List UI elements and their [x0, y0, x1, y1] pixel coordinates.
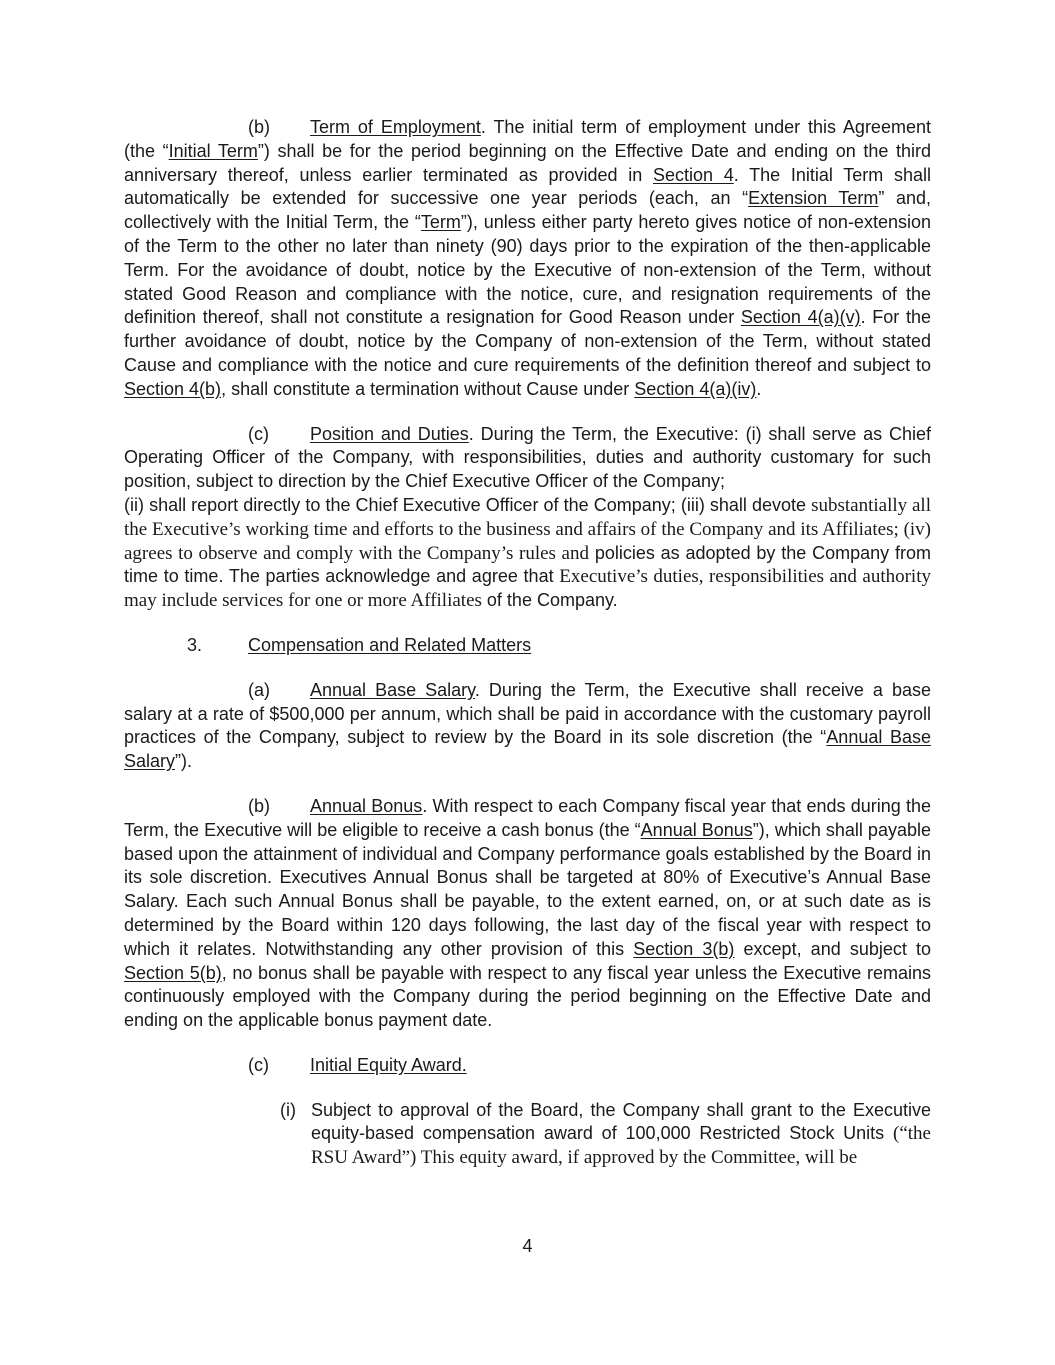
section-2b-label: (b): [248, 117, 270, 137]
section-3c-heading: Initial Equity Award.: [310, 1054, 467, 1075]
section-2c-paragraph: (c) Position and Duties. During the Term, the Executive: (i) shall serve as Chief Operating Officer of the Company, with responsibilities, duties and authority customary for such position, subject to direction by the Chief Executive Officer of the Company;: [124, 423, 932, 492]
cross-reference-section-4av: Section 4(a)(v): [740, 307, 861, 328]
cross-reference-section-3b: Section 3(b): [633, 938, 735, 959]
section-3a-label: (a): [248, 679, 270, 700]
cross-reference-section-4: Section 4: [652, 164, 734, 185]
section-2c-heading: Position and Duties: [310, 423, 469, 444]
document-page: [124, 116, 931, 1170]
section-3-number: 3.: [187, 634, 203, 655]
defined-term-initial-term: Initial Term: [168, 140, 258, 161]
defined-term-annual-bonus: Annual Bonus: [640, 819, 753, 840]
cross-reference-section-5b: Section 5(b): [124, 962, 222, 983]
section-3b-paragraph: (b) Annual Bonus. With respect to each Company fiscal year that ends during the Term, the Executive will be eligible to receive a cash bonus (the “Annual Bonus”), which shall payable based upon the attainment of individual and Company performance goals established by the Board in its sole discretion. Executives Annual Bonus shall be targeted at 80% of Executive’s Annual Base Salary. Each such Annual Bonus shall be payable, to the extent earned, on, or at such date as is determined by the Board within 120 days following, the last day of the fiscal year with respect to which it relates. Notwithstanding any other provision of this Section 3(b) except, and subject to Section 5(b), no bonus shall be payable with respect to any fiscal year unless the Executive remains continuously employed with the Company during the period beginning on the Effective Date and ending on the applicable bonus payment date.: [124, 795, 931, 1031]
section-2c-continuation: (ii) shall report directly to the Chief Executive Officer of the Company; (iii) shall devote substantially all the Executive’s working time and efforts to the business and affairs of the Company and its Affiliates; (iv) agrees to observe and comply with the Company’s rules and policies as adopted by the Company from time to time. The parties acknowledge and agree that Executive’s duties, responsibilities and authority may include services for one or more Affiliates of the Company.: [124, 494, 931, 612]
cross-reference-section-4aiv: Section 4(a)(iv): [634, 378, 757, 399]
section-3a-heading: Annual Base Salary: [310, 679, 475, 700]
section-2c-label: (c): [248, 423, 269, 444]
section-3c-item-label: (i): [280, 1099, 296, 1120]
section-3c-item-i: [280, 1099, 931, 1170]
section-3-heading-row: [124, 634, 931, 658]
section-3-heading: Compensation and Related Matters: [248, 634, 532, 655]
page-number: 4: [522, 1236, 533, 1256]
section-3b-heading: Annual Bonus: [310, 795, 423, 816]
section-2b-heading: Term of Employment: [310, 117, 481, 137]
section-3c-heading-row: [124, 1054, 931, 1078]
defined-term-extension-term: Extension Term: [748, 188, 879, 209]
section-3c-label: (c): [248, 1054, 269, 1075]
defined-term-annual-base-salary: Annual Base Salary: [124, 727, 931, 772]
section-3a-paragraph: (a) Annual Base Salary. During the Term, the Executive shall receive a base salary at a rate of $500,000 per annum, which shall be paid in accordance with the customary payroll practices of the Company, subject to review by the Board in its sole discretion (the “Annual Base Salary”).: [124, 679, 931, 772]
section-2b-paragraph: (b) Term of Employment. The initial term of employment under this Agreement (the “Initial Term”) shall be for the period beginning on the Effective Date and ending on the third anniversary thereof, unless earlier terminated as provided in Section 4. The Initial Term shall automatically be extended for successive one year periods (each, an “Extension Term” and, collectively with the Initial Term, the “Term”), unless either party hereto gives notice of non-extension of the Term to the other no later than ninety (90) days prior to the expiration of the then-applicable Term. For the avoidance of doubt, notice by the Executive of non-extension of the Term, without stated Good Reason and compliance with the notice, cure, and resignation requirements of the definition thereof, shall not constitute a resignation for Good Reason under Section 4(a)(v). For the further avoidance of doubt, notice by the Company of non-extension of the Term, without stated Cause and compliance with the notice and cure requirements of the definition thereof and subject to Section 4(b), shall constitute a termination without Cause under Section 4(a)(iv).: [124, 117, 931, 399]
section-3b-label: (b): [248, 795, 270, 816]
cross-reference-section-4b: Section 4(b): [124, 378, 222, 399]
section-3c-item-text: Subject to approval of the Board, the Company shall grant to the Executive equity-based compensation award of 100,000 Restricted Stock Units (“the RSU Award”) This equity award, if approved by the Committee, will be: [311, 1099, 931, 1169]
defined-term-term: Term: [420, 212, 461, 233]
